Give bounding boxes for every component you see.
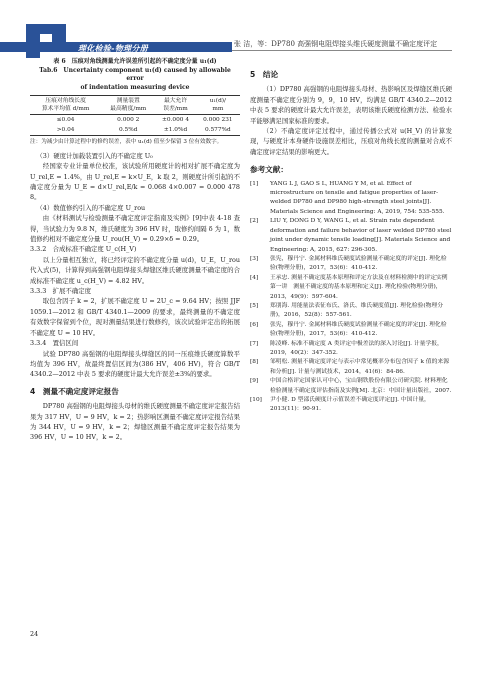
table-row <box>30 125 240 136</box>
table-caption-cn: 表 6 压痕对角线测量允许误差所引起的不确定度分量 u₁(d) <box>53 58 217 65</box>
paragraph: DP780 高强钢的电阻焊接头母材的维氏硬度测量不确定度评定报告结果为 317 HV，U = 9 HV，k = 2；热影响区测量不确定度评定报告结果为 344 HV，U = 9 HV，k = 2；焊缝区测量不确定度评定报告结果为 396 HV，U = 10 HV，k = 2。 <box>30 402 240 442</box>
reference-text: 中国合格评定国家认可中心，宝山钢铁股份有限公司研究院. 材料理化检验测量不确定度评估指南及实例[M]. 北京：中国计量出版社，2007. <box>270 378 452 394</box>
paragraph-heading: （3）硬度计加载装置引入的不确定度 U₀ <box>36 151 153 160</box>
reference-item <box>250 255 452 274</box>
running-head: 张 洁，等：DP780 高强钢电阻焊接头维氏硬度测量不确定度评定 <box>234 40 438 48</box>
table-cell: 0.5%d <box>119 127 138 134</box>
page-number: 24 <box>30 630 39 638</box>
paragraph: 试验 DP780 高强钢的电阻焊接头焊缝区的同一压痕维氏硬度算数平均值为 396 HV，故最终置信区间为(386 HV，406 HV)，符合 GB/T 4340.2—2012 中表 5 要求的硬度计最大允许误差±3%的要求。 <box>30 349 240 379</box>
journal-logo <box>0 20 230 60</box>
paragraph: （1）DP780 高强钢的电阻焊接头母材、热影响区及焊缝区维氏硬度测量不确定度分别为 9，9，10 HV，均满足 GB/T 4340.2—2012 中表 5 要求的硬度计最大允许误差，表明该维氏硬度检测方法、检验水平能够满足国家标准的要求。 <box>250 85 452 125</box>
table-cell: 0.577%d <box>204 127 231 134</box>
reference-number: [6] <box>250 321 259 328</box>
reference-text: LIU Y, DONG D Y, WANG L, et al. Strain rate dependent deformation and failure behavior of laser welded DP780 steel joint under dynamic tensile loading[J]. Materials Science and Engineering: A, 2015, 627: 296-305. <box>270 218 452 253</box>
reference-number: [2] <box>250 218 259 225</box>
paragraph-heading: （4）数值修约引入的不确定度 U_rou <box>36 203 146 212</box>
reference-list <box>250 180 452 415</box>
table-note: 注：为减少由计算过程中的修约误差，表中 u₁(d) 值至少保留 3 位有效数字。 <box>30 139 223 146</box>
table-cell: ≤0.04 <box>56 117 75 124</box>
reference-number: [3] <box>250 255 259 262</box>
reference-text: 王承忠. 测量不确定度基本原理和评定方法及在材料检测中的评定实例 第一讲 测量不确定度的基本原理和定义[J]. 理化检验(物理分册)，2013，49(9)：597-604. <box>270 274 454 300</box>
table-caption-en-1: Tab.6 Uncertainty component u₁(d) caused by allowable error <box>39 66 231 83</box>
reference-item <box>250 377 452 396</box>
header-rule <box>232 50 452 51</box>
reference-item <box>250 321 452 340</box>
reference-item <box>250 358 452 377</box>
reference-number: [10] <box>250 397 262 403</box>
reference-number: [7] <box>250 340 259 347</box>
reference-item <box>250 274 452 302</box>
table-cell: ±0.000 4 <box>162 117 190 124</box>
right-column <box>250 58 452 415</box>
reference-text: 邹明松. 测量不确定度评定与表示中常见概率分布包含因子 k 值的来源和分析[J]. 计量与测试技术，2014，41(6)：84-86. <box>270 359 449 375</box>
subsection-heading: 3.3.3 扩展不确定度 <box>30 287 91 296</box>
table-caption <box>30 58 240 92</box>
reference-text: 郑朋海. 用能量法表征布氏、洛氏、维氏硬度值[J]. 理化检验(物理分册)，2016，52(8)：557-561. <box>270 302 443 319</box>
reference-item <box>250 217 452 255</box>
paragraph: 取包含因子 k = 2，扩展不确定度 U = 2U_c = 9.64 HV；按照 JJF 1059.1—2012 和 GB/T 4340.1—2009 的要求，最终测量的不确定度有效数字保留到个位，现对测量结果进行数修约，该次试验评定出的拓展不确定度 U = 10 HV。 <box>30 297 240 337</box>
section-heading: 4 测量不确定度评定报告 <box>30 386 119 396</box>
reference-item <box>250 180 452 218</box>
table-header-cell: u₁(d)/ mm <box>209 98 226 113</box>
table-header-row <box>30 96 240 115</box>
journal-name: 理化检验-物理分册 <box>78 44 149 53</box>
paragraph: 以上分量相互独立，将已经评定的不确定度分量 u(d)，U_E，U_rou 代入式(5)，计算得到高强钢电阻焊接头焊缝区维氏硬度测量不确定度的合成标准不确定度 u_c(H_V) = 4.82 HV。 <box>30 255 240 285</box>
reference-number: [1] <box>250 180 259 187</box>
reference-text: YANG L J, GAO S L, HUANG Y M, et al. Effect of microstructure on tensile and fatigue properties of laser-welded DP780 and DP980 high-strength steel joints[J]. Materials Science and Engineering: A, 2019, 754: 535-555. <box>270 180 445 215</box>
table-cell: ±1.0%d <box>163 127 188 134</box>
logo-mark-icon <box>26 20 72 60</box>
table-header-cell: 测量装置 最高精度/mm <box>110 98 147 113</box>
uncertainty-table <box>30 95 240 136</box>
reference-number: [9] <box>250 378 259 385</box>
table-cell: 0.000 231 <box>203 117 233 124</box>
table-cell: 0.000 2 <box>117 117 140 124</box>
reference-item <box>250 340 452 359</box>
references-heading: 参考文献： <box>250 165 288 175</box>
reference-text: 张宪，穆丹宁. 金属材料维氏硬度试验测量不确定度的评定[J]. 理化检验(物理分册)，2017，53(6)：410-412. <box>270 255 447 272</box>
table-header-cell: 最大允许 误差/mm <box>163 98 188 113</box>
table-caption-en-2: of indentation measuring device <box>80 83 190 91</box>
subsection-heading: 3.3.2 合成标准不确定度 U_c(H_V) <box>30 245 137 254</box>
reference-item <box>250 396 452 415</box>
paragraph: 经国家专业计量单位校准，该试验所用硬度计的相对扩展不确定度为 U_rel,E = 1.4%，由 U_rel,E = k×U_E，k 取 2，则硬度计所引起的不确定度分量为 U_E = d×U_rel,E/k = 0.068 4×0.007 = 0.000 478 8。 <box>30 162 240 202</box>
section-heading: 5 结论 <box>250 70 279 79</box>
table-row <box>30 115 240 126</box>
left-column <box>30 58 240 443</box>
reference-number: [4] <box>250 274 259 281</box>
reference-item <box>250 302 452 321</box>
paragraph: （2）不确定度评定过程中，通过传播公式对 u(H_V) 的计算发现，与硬度计本身硬件设施误差相比，压痕对角线长度的测量对合成不确定度评定结果的影响更大。 <box>250 127 452 156</box>
table-header-cell: 压痕对角线长度 算术平均值 d/mm <box>41 98 90 113</box>
table-cell: >0.04 <box>56 127 75 134</box>
reference-number: [5] <box>250 302 259 309</box>
paragraph: 由《材料测试与检验测量不确定度评定指南及实例》[9]中表 4-18 查得，当试验力为 9.8 N，维氏硬度为 396 HV 时，取修约间隔 δ 为 1，数值修约相对不确定度分量 U_rou(H_V) = 0.29×δ = 0.29。 <box>30 214 240 244</box>
subsection-heading: 3.3.4 置信区间 <box>30 339 79 348</box>
reference-text: 张宪，穆丹宁. 金属材料维氏硬度试验测量不确定度的评定[J]. 理化检验(物理分册)，2017，53(6)：410-412. <box>270 321 447 338</box>
reference-text: 陈凌峰. 标准不确定度 A 类评定中极差法的深入讨论[J]. 计量学报，2019，40(2)：347-352. <box>270 340 443 356</box>
reference-text: 尹小健. D 型邵氏硬度计示值误差不确定度评定[J]. 中国计量，2013(11)：90-91. <box>270 397 430 413</box>
reference-number: [8] <box>250 359 259 366</box>
